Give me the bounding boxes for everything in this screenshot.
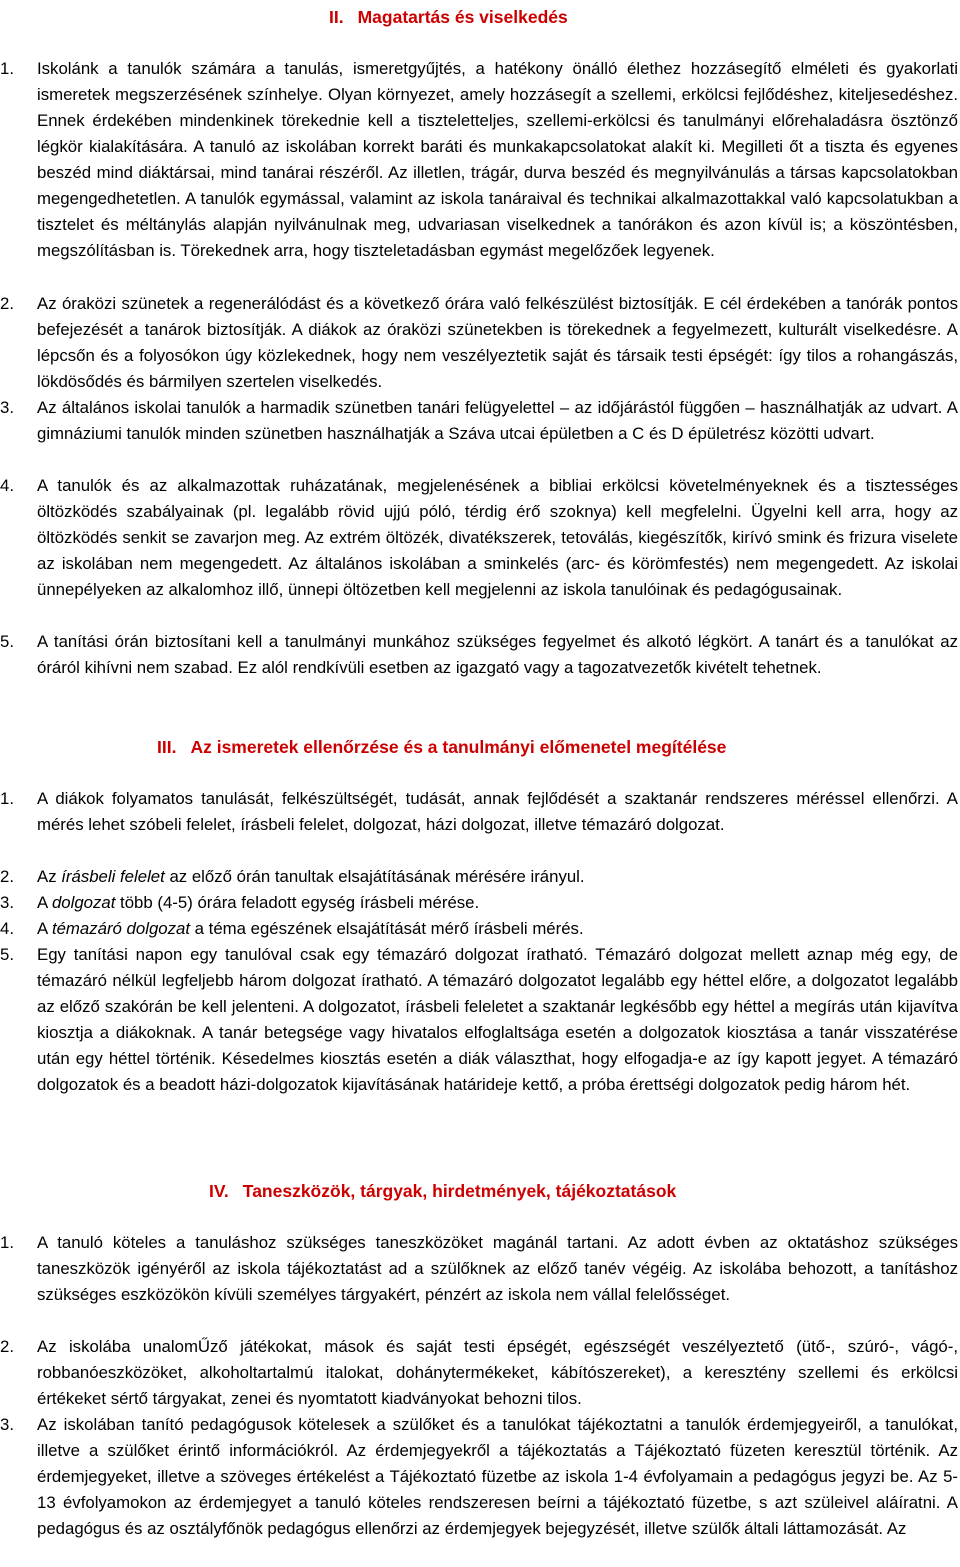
item-number: 3. [0, 398, 14, 417]
section-number: IV. [209, 1181, 229, 1201]
item-number: 1. [0, 789, 14, 808]
list-item-4-2 [0, 1334, 958, 1412]
item-text: Az óraközi szünetek a regenerálódást és a következő órára való felkészülést biztosítják. E cél érdekében a tanórák pontos befejezését a tanárok biztosítják. A diákok az óraközi szünetekben is törekednek a fegyelmezett, kulturált viselkedésre. A lépcsőn és a folyosókon úgy közlekednek, hogy nem veszélyeztetik saját és társaik testi épségét: így tilos a rohangászás, lökdösődés és bármilyen szertelen viselkedés. [37, 294, 958, 391]
list-item-4-3 [0, 1412, 958, 1542]
item-number: 2. [0, 867, 14, 886]
text-post: több (4-5) órára feladott egység írásbeli mérése. [115, 893, 480, 912]
text-emphasis: dolgozat [51, 893, 116, 912]
item-number: 3. [0, 893, 14, 912]
item-text [37, 890, 958, 916]
section-heading-2 [329, 6, 568, 28]
item-number: 4. [0, 476, 14, 495]
list-item-2-4 [0, 473, 958, 603]
section-number: III. [157, 737, 177, 757]
item-number: 2. [0, 1337, 14, 1356]
list-item-4-1 [0, 1230, 958, 1308]
text-pre: A [37, 919, 52, 938]
item-text [37, 864, 958, 890]
list-item-3-5 [0, 942, 958, 1098]
item-text: A tanuló köteles a tanuláshoz szükséges taneszközöket magánál tartani. Az adott évben az oktatáshoz szükséges taneszközök igényéről az iskola tájékoztatást ad a szülőknek az előző tanév végéig. Az iskolába behozott, a tanításhoz szükséges eszközökön kívüli személyes tárgyakért, pénzért az iskola nem vállal felelősséget. [37, 1233, 958, 1304]
item-text: A tanulók és az alkalmazottak ruházatának, megjelenésének a bibliai erkölcsi követelményeknek és a tisztességes öltözködés szabályainak (pl. legalább rövid ujjú póló, térdig érő szoknya) kell megfelelni. Ügyelni kell arra, hogy az öltözködés senkit se zavarjon meg. Az extrém öltözék, divatékszerek, tetoválás, kiegészítők, kirívó smink és frizura viselete az iskolában nem megengedett. Az általános iskolában a sminkelés (arc- és körömfestés) nem megengedett. Az iskolai ünnepélyeken az alkalomhoz illő, ünnepi öltözetben kell megjelenni az iskola tanulóinak és pedagógusainak. [37, 476, 958, 599]
text-emphasis: írásbeli felelet [61, 867, 165, 886]
text-emphasis: témazáró dolgozat [51, 919, 190, 938]
item-number: 1. [0, 59, 14, 78]
list-item-3-1 [0, 786, 958, 838]
section-title: Az ismeretek ellenőrzése és a tanulmányi előmenetel megítélése [190, 737, 727, 757]
list-item-2-5 [0, 629, 958, 681]
list-item-2-2 [0, 291, 958, 395]
text-post: a téma egészének elsajátítását mérő írásbeli mérés. [190, 919, 584, 938]
item-number: 1. [0, 1233, 14, 1252]
list-item-3-3 [0, 890, 958, 916]
section-title: Taneszközök, tárgyak, hirdetmények, tájékoztatások [242, 1181, 677, 1201]
text-pre: A [37, 893, 52, 912]
section-heading-3 [157, 736, 726, 758]
item-text: Az iskolában tanító pedagógusok kötelesek a szülőket és a tanulókat tájékoztatni a tanulók érdemjegyeiről, a tanulókat, illetve a szülőket érintő információkról. Az érdemjegyekről a tájékoztatás a Tájékoztató füzeten keresztül történik. Az érdemjegyeket, illetve a szöveges értékelést a Tájékoztató füzetbe az iskola 1-4 évfolyamain a pedagógus jegyzi be. Az 5-13 évfolyamokon az érdemjegyet a tanuló köteles rendszeresen beírni a tájékoztató füzetbe, s azt szüleivel aláíratni. A pedagógus és az osztályfőnök pedagógus ellenőrzi az érdemjegyek bejegyzését, illetve szülők általi láttamozását. Az [37, 1415, 958, 1538]
item-text [37, 916, 958, 942]
item-number: 3. [0, 1415, 14, 1434]
item-text: A diákok folyamatos tanulását, felkészültségét, tudását, annak fejlődését a szaktanár rendszeres méréssel ellenőrzi. A mérés lehet szóbeli felelet, írásbeli felelet, dolgozat, házi dolgozat, illetve témazáró dolgozat. [37, 789, 958, 834]
item-number: 4. [0, 919, 14, 938]
list-item-3-4 [0, 916, 958, 942]
text-pre: Az [37, 867, 62, 886]
text-post: az előző órán tanultak elsajátításának mérésére irányul. [164, 867, 585, 886]
item-number: 2. [0, 294, 14, 313]
item-text: Egy tanítási napon egy tanulóval csak egy témazáró dolgozat íratható. Témazáró dolgozat mellett aznap még egy, de témazáró nélkül legfeljebb három dolgozat íratható. A témazáró dolgozatot legalább egy héttel előre, a dolgozatot legalább az előző szakórán be kell jelenteni. A dolgozatot, írásbeli feleletet a szaktanár legkésőbb egy héttel a megírás után kijavítva kiosztja a diákoknak. A tanár betegsége vagy hivatalos elfoglaltsága esetén a dolgozatok kiosztása a tanár visszatérése után egy héttel történik. Késedelmes kiosztás esetén a diák választhat, hogy elfogadja-e az így kapott jegyet. A témazáró dolgozatok és a beadott házi-dolgozatok kijavításának határideje kettő, a próba érettségi dolgozatok pedig három hét. [37, 945, 958, 1094]
list-item-2-1 [0, 56, 958, 264]
item-number: 5. [0, 945, 14, 964]
list-item-2-3 [0, 395, 958, 447]
section-number: II. [329, 7, 344, 27]
item-text: Az iskolába unalomŰző játékokat, mások és saját testi épségét, egészségét veszélyeztető (ütő-, szúró-, vágó-, robbanóeszközöket, alkoholtartalmú italokat, dohánytermékeket, kábítószereket), a keresztény szellemi és erkölcsi értékeket sértő tárgyakat, zenei és nyomtatott kiadványokat behozni tilos. [37, 1337, 958, 1408]
item-text: A tanítási órán biztosítani kell a tanulmányi munkához szükséges fegyelmet és alkotó légkört. A tanárt és a tanulókat az óráról kihívni nem szabad. Ez alól rendkívüli esetben az igazgató vagy a tagozatvezetők kivételt tehetnek. [37, 632, 958, 677]
section-heading-4 [209, 1180, 676, 1202]
list-item-3-2 [0, 864, 958, 890]
section-title: Magatartás és viselkedés [357, 7, 568, 27]
item-text: Iskolánk a tanulók számára a tanulás, ismeretgyűjtés, a hatékony önálló élethez hozzásegítő elméleti és gyakorlati ismeretek megszerzésének színhelye. Olyan környezet, amely hozzásegít a szellemi, erkölcsi fejlődéshez, kiteljesedéshez. Ennek érdekében mindenkinek törekednie kell a tiszteletteljes, szellemi-erkölcsi és tanulmányi előrehaladásra ösztönző légkör kialakítására. A tanuló az iskolában korrekt baráti és munkakapcsolatokat alakít ki. Megilleti őt a tiszta és egyenes beszéd mind diáktársai, mind tanárai részéről. Az illetlen, trágár, durva beszéd és megnyilvánulás a társas kapcsolatokban megengedhetetlen. A tanulók egymással, valamint az iskola tanáraival és technikai alkalmazottakkal való kapcsolatukban a tisztelet és méltánylás alapján nyilvánulnak meg, udvariasan viselkednek a tanórákon és azon kívül is; a köszöntésben, megszólításban is. Törekednek arra, hogy tiszteletadásban egymást megelőzőek legyenek. [37, 59, 958, 260]
item-text: Az általános iskolai tanulók a harmadik szünetben tanári felügyelettel – az időjárástól függően – használhatják az udvart. A gimnáziumi tanulók minden szünetben használhatják a Száva utcai épületben a C és D épületrész közötti udvart. [37, 398, 958, 443]
item-number: 5. [0, 632, 14, 651]
